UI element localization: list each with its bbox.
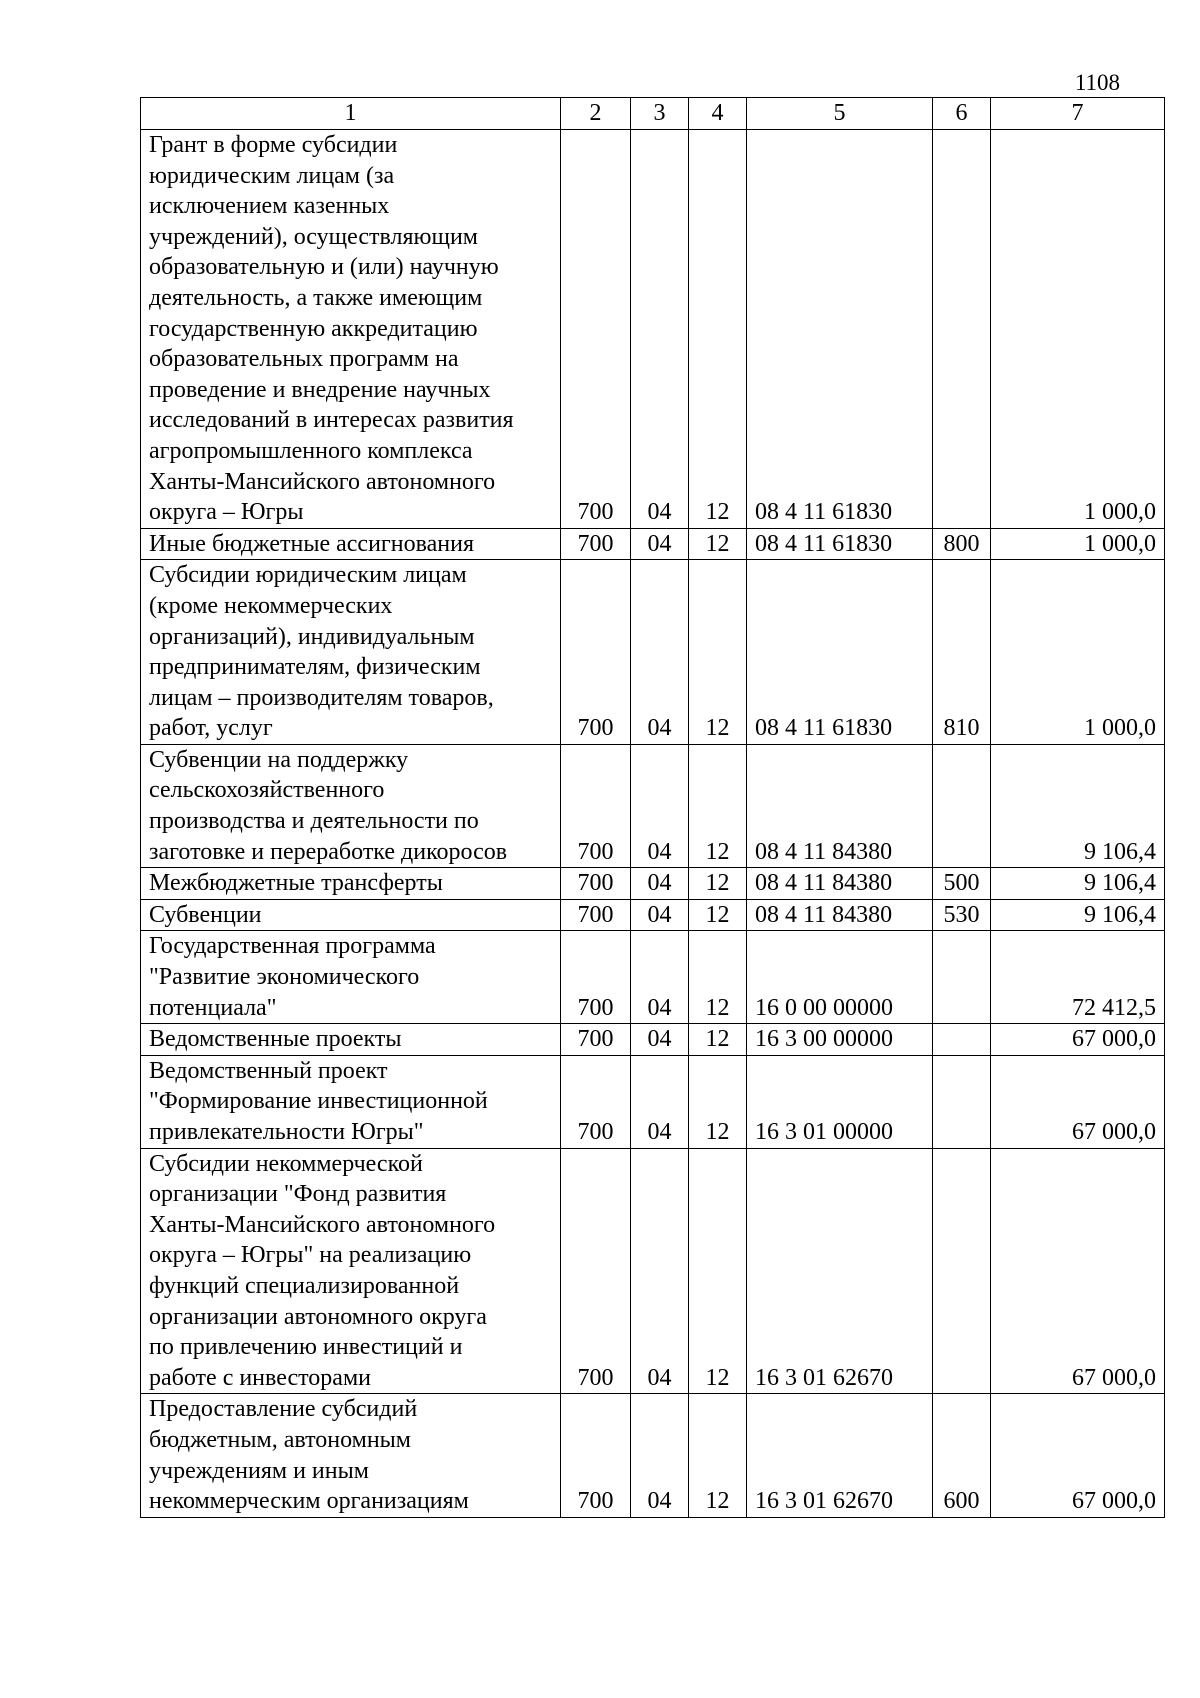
amount-cell: 9 106,4 <box>991 899 1165 931</box>
description-line: "Развитие экономического <box>149 964 420 991</box>
description-cell <box>141 868 561 900</box>
description-line: организации автономного округа <box>149 1303 487 1330</box>
target-article-cell: 16 3 01 00000 <box>747 1055 933 1148</box>
description-line: Ханты-Мансийского автономного <box>149 1211 496 1238</box>
section-code-cell: 700 <box>561 931 631 1024</box>
description-line: Грант в форме субсидии <box>149 132 398 158</box>
description-line: государственную аккредитацию <box>149 315 478 342</box>
target-article-cell: 08 4 11 61830 <box>747 130 933 529</box>
table-row <box>141 1394 1165 1517</box>
amount-cell: 67 000,0 <box>991 1394 1165 1517</box>
description-line: заготовке и переработке дикоросов <box>149 838 508 865</box>
section-code-cell: 700 <box>561 1024 631 1056</box>
column-header-3: 3 <box>631 98 689 130</box>
column-header-4: 4 <box>689 98 747 130</box>
expense-type-cell <box>933 931 991 1024</box>
budget-table <box>140 97 1165 1518</box>
column-header-7: 7 <box>991 98 1165 130</box>
description-cell <box>141 1055 561 1148</box>
description-line: (кроме некоммерческих <box>149 592 393 619</box>
description-line: функций специализированной <box>149 1272 460 1299</box>
description-line: Предоставление субсидий <box>149 1396 418 1423</box>
column-header-5: 5 <box>747 98 933 130</box>
expense-type-cell: 530 <box>933 899 991 931</box>
subsection-detail-cell: 12 <box>689 560 747 745</box>
amount-cell: 9 106,4 <box>991 868 1165 900</box>
target-article-cell: 08 4 11 84380 <box>747 744 933 867</box>
description-line: Ведомственный проект <box>149 1057 388 1084</box>
table-row <box>141 560 1165 745</box>
description-line: "Формирование инвестиционной <box>149 1088 488 1115</box>
section-code-cell: 700 <box>561 528 631 560</box>
subsection-detail-cell: 12 <box>689 1394 747 1517</box>
target-article-cell: 16 0 00 00000 <box>747 931 933 1024</box>
description-line: организации "Фонд развития <box>149 1181 447 1208</box>
section-code-cell: 700 <box>561 744 631 867</box>
expense-type-cell: 500 <box>933 868 991 900</box>
description-cell <box>141 1024 561 1056</box>
description-line: Ханты-Мансийского автономного <box>149 468 496 495</box>
target-article-cell: 08 4 11 61830 <box>747 560 933 745</box>
section-code-cell: 700 <box>561 868 631 900</box>
column-header-2: 2 <box>561 98 631 130</box>
table-body <box>141 130 1165 1518</box>
subsection-code-cell: 04 <box>631 528 689 560</box>
description-cell <box>141 1394 561 1517</box>
description-line: юридическим лицам (за <box>149 162 395 189</box>
description-line: учреждениям и иным <box>149 1457 369 1484</box>
description-line: проведение и внедрение научных <box>149 376 491 403</box>
description-line: исключением казенных <box>149 193 390 220</box>
table-row <box>141 528 1165 560</box>
description-line: агропромышленного комплекса <box>149 437 473 464</box>
subsection-detail-cell: 12 <box>689 1024 747 1056</box>
table-row <box>141 1055 1165 1148</box>
table-row <box>141 931 1165 1024</box>
description-line: потенциала" <box>149 994 277 1021</box>
description-cell <box>141 899 561 931</box>
description-line: некоммерческим организациям <box>149 1488 469 1515</box>
description-line: образовательную и (или) научную <box>149 254 499 281</box>
subsection-code-cell: 04 <box>631 868 689 900</box>
target-article-cell: 08 4 11 84380 <box>747 868 933 900</box>
subsection-detail-cell: 12 <box>689 931 747 1024</box>
description-line: округа – Югры <box>149 499 304 526</box>
table-row <box>141 1148 1165 1394</box>
description-line: привлекательности Югры" <box>149 1119 424 1145</box>
subsection-code-cell: 04 <box>631 1055 689 1148</box>
description-line: Субвенции <box>149 901 262 928</box>
subsection-detail-cell: 12 <box>689 528 747 560</box>
section-code-cell: 700 <box>561 130 631 529</box>
subsection-code-cell: 04 <box>631 560 689 745</box>
description-cell <box>141 744 561 867</box>
amount-cell: 9 106,4 <box>991 744 1165 867</box>
amount-cell: 1 000,0 <box>991 130 1165 529</box>
expense-type-cell <box>933 1024 991 1056</box>
table-row <box>141 130 1165 529</box>
description-cell <box>141 560 561 745</box>
description-line: учреждений), осуществляющим <box>149 223 478 250</box>
description-line: Субсидии юридическим лицам <box>149 562 467 589</box>
target-article-cell: 08 4 11 61830 <box>747 528 933 560</box>
description-cell <box>141 528 561 560</box>
subsection-code-cell: 04 <box>631 1024 689 1056</box>
expense-type-cell: 600 <box>933 1394 991 1517</box>
description-line: деятельность, а также имеющим <box>149 284 483 311</box>
description-line: организаций), индивидуальным <box>149 623 475 650</box>
expense-type-cell: 800 <box>933 528 991 560</box>
subsection-code-cell: 04 <box>631 899 689 931</box>
description-cell <box>141 130 561 529</box>
page-number: 1108 <box>1074 70 1120 95</box>
description-line: производства и деятельности по <box>149 808 479 835</box>
section-code-cell: 700 <box>561 1394 631 1517</box>
description-line: образовательных программ на <box>149 346 459 373</box>
amount-cell: 1 000,0 <box>991 528 1165 560</box>
table-row <box>141 744 1165 867</box>
amount-cell: 67 000,0 <box>991 1055 1165 1148</box>
subsection-code-cell: 04 <box>631 1148 689 1394</box>
description-line: работ, услуг <box>149 715 273 742</box>
description-line: Иные бюджетные ассигнования <box>149 530 474 557</box>
amount-cell: 67 000,0 <box>991 1148 1165 1394</box>
subsection-code-cell: 04 <box>631 744 689 867</box>
target-article-cell: 08 4 11 84380 <box>747 899 933 931</box>
description-line: бюджетным, автономным <box>149 1426 411 1453</box>
description-line: Межбюджетные трансферты <box>149 870 443 897</box>
description-line: сельскохозяйственного <box>149 777 385 804</box>
amount-cell: 1 000,0 <box>991 560 1165 745</box>
description-cell <box>141 931 561 1024</box>
description-line: Субвенции на поддержку <box>149 746 409 773</box>
description-line: Субсидии некоммерческой <box>149 1150 423 1177</box>
subsection-detail-cell: 12 <box>689 868 747 900</box>
description-line: работе с инвесторами <box>149 1364 371 1391</box>
table-row <box>141 868 1165 900</box>
column-header-6: 6 <box>933 98 991 130</box>
subsection-detail-cell: 12 <box>689 1148 747 1394</box>
section-code-cell: 700 <box>561 560 631 745</box>
target-article-cell: 16 3 01 62670 <box>747 1148 933 1394</box>
description-line: округа – Югры" на реализацию <box>149 1242 472 1269</box>
expense-type-cell <box>933 1148 991 1394</box>
table-row <box>141 1024 1165 1056</box>
description-line: по привлечению инвестиций и <box>149 1334 463 1361</box>
amount-cell: 72 412,5 <box>991 931 1165 1024</box>
table-header-row <box>141 98 1165 130</box>
section-code-cell: 700 <box>561 899 631 931</box>
description-line: Государственная программа <box>149 933 436 960</box>
expense-type-cell <box>933 1055 991 1148</box>
section-code-cell: 700 <box>561 1055 631 1148</box>
subsection-code-cell: 04 <box>631 931 689 1024</box>
subsection-detail-cell: 12 <box>689 1055 747 1148</box>
description-line: Ведомственные проекты <box>149 1026 402 1053</box>
target-article-cell: 16 3 00 00000 <box>747 1024 933 1056</box>
subsection-code-cell: 04 <box>631 130 689 529</box>
column-header-1: 1 <box>141 98 561 130</box>
expense-type-cell <box>933 130 991 529</box>
amount-cell: 67 000,0 <box>991 1024 1165 1056</box>
target-article-cell: 16 3 01 62670 <box>747 1394 933 1517</box>
description-line: предпринимателям, физическим <box>149 654 481 681</box>
section-code-cell: 700 <box>561 1148 631 1394</box>
subsection-detail-cell: 12 <box>689 899 747 931</box>
subsection-detail-cell: 12 <box>689 744 747 867</box>
description-line: исследований в интересах развития <box>149 407 514 434</box>
table-row <box>141 899 1165 931</box>
subsection-code-cell: 04 <box>631 1394 689 1517</box>
description-cell <box>141 1148 561 1394</box>
subsection-detail-cell: 12 <box>689 130 747 529</box>
description-line: лицам – производителям товаров, <box>149 684 494 711</box>
expense-type-cell <box>933 744 991 867</box>
expense-type-cell: 810 <box>933 560 991 745</box>
